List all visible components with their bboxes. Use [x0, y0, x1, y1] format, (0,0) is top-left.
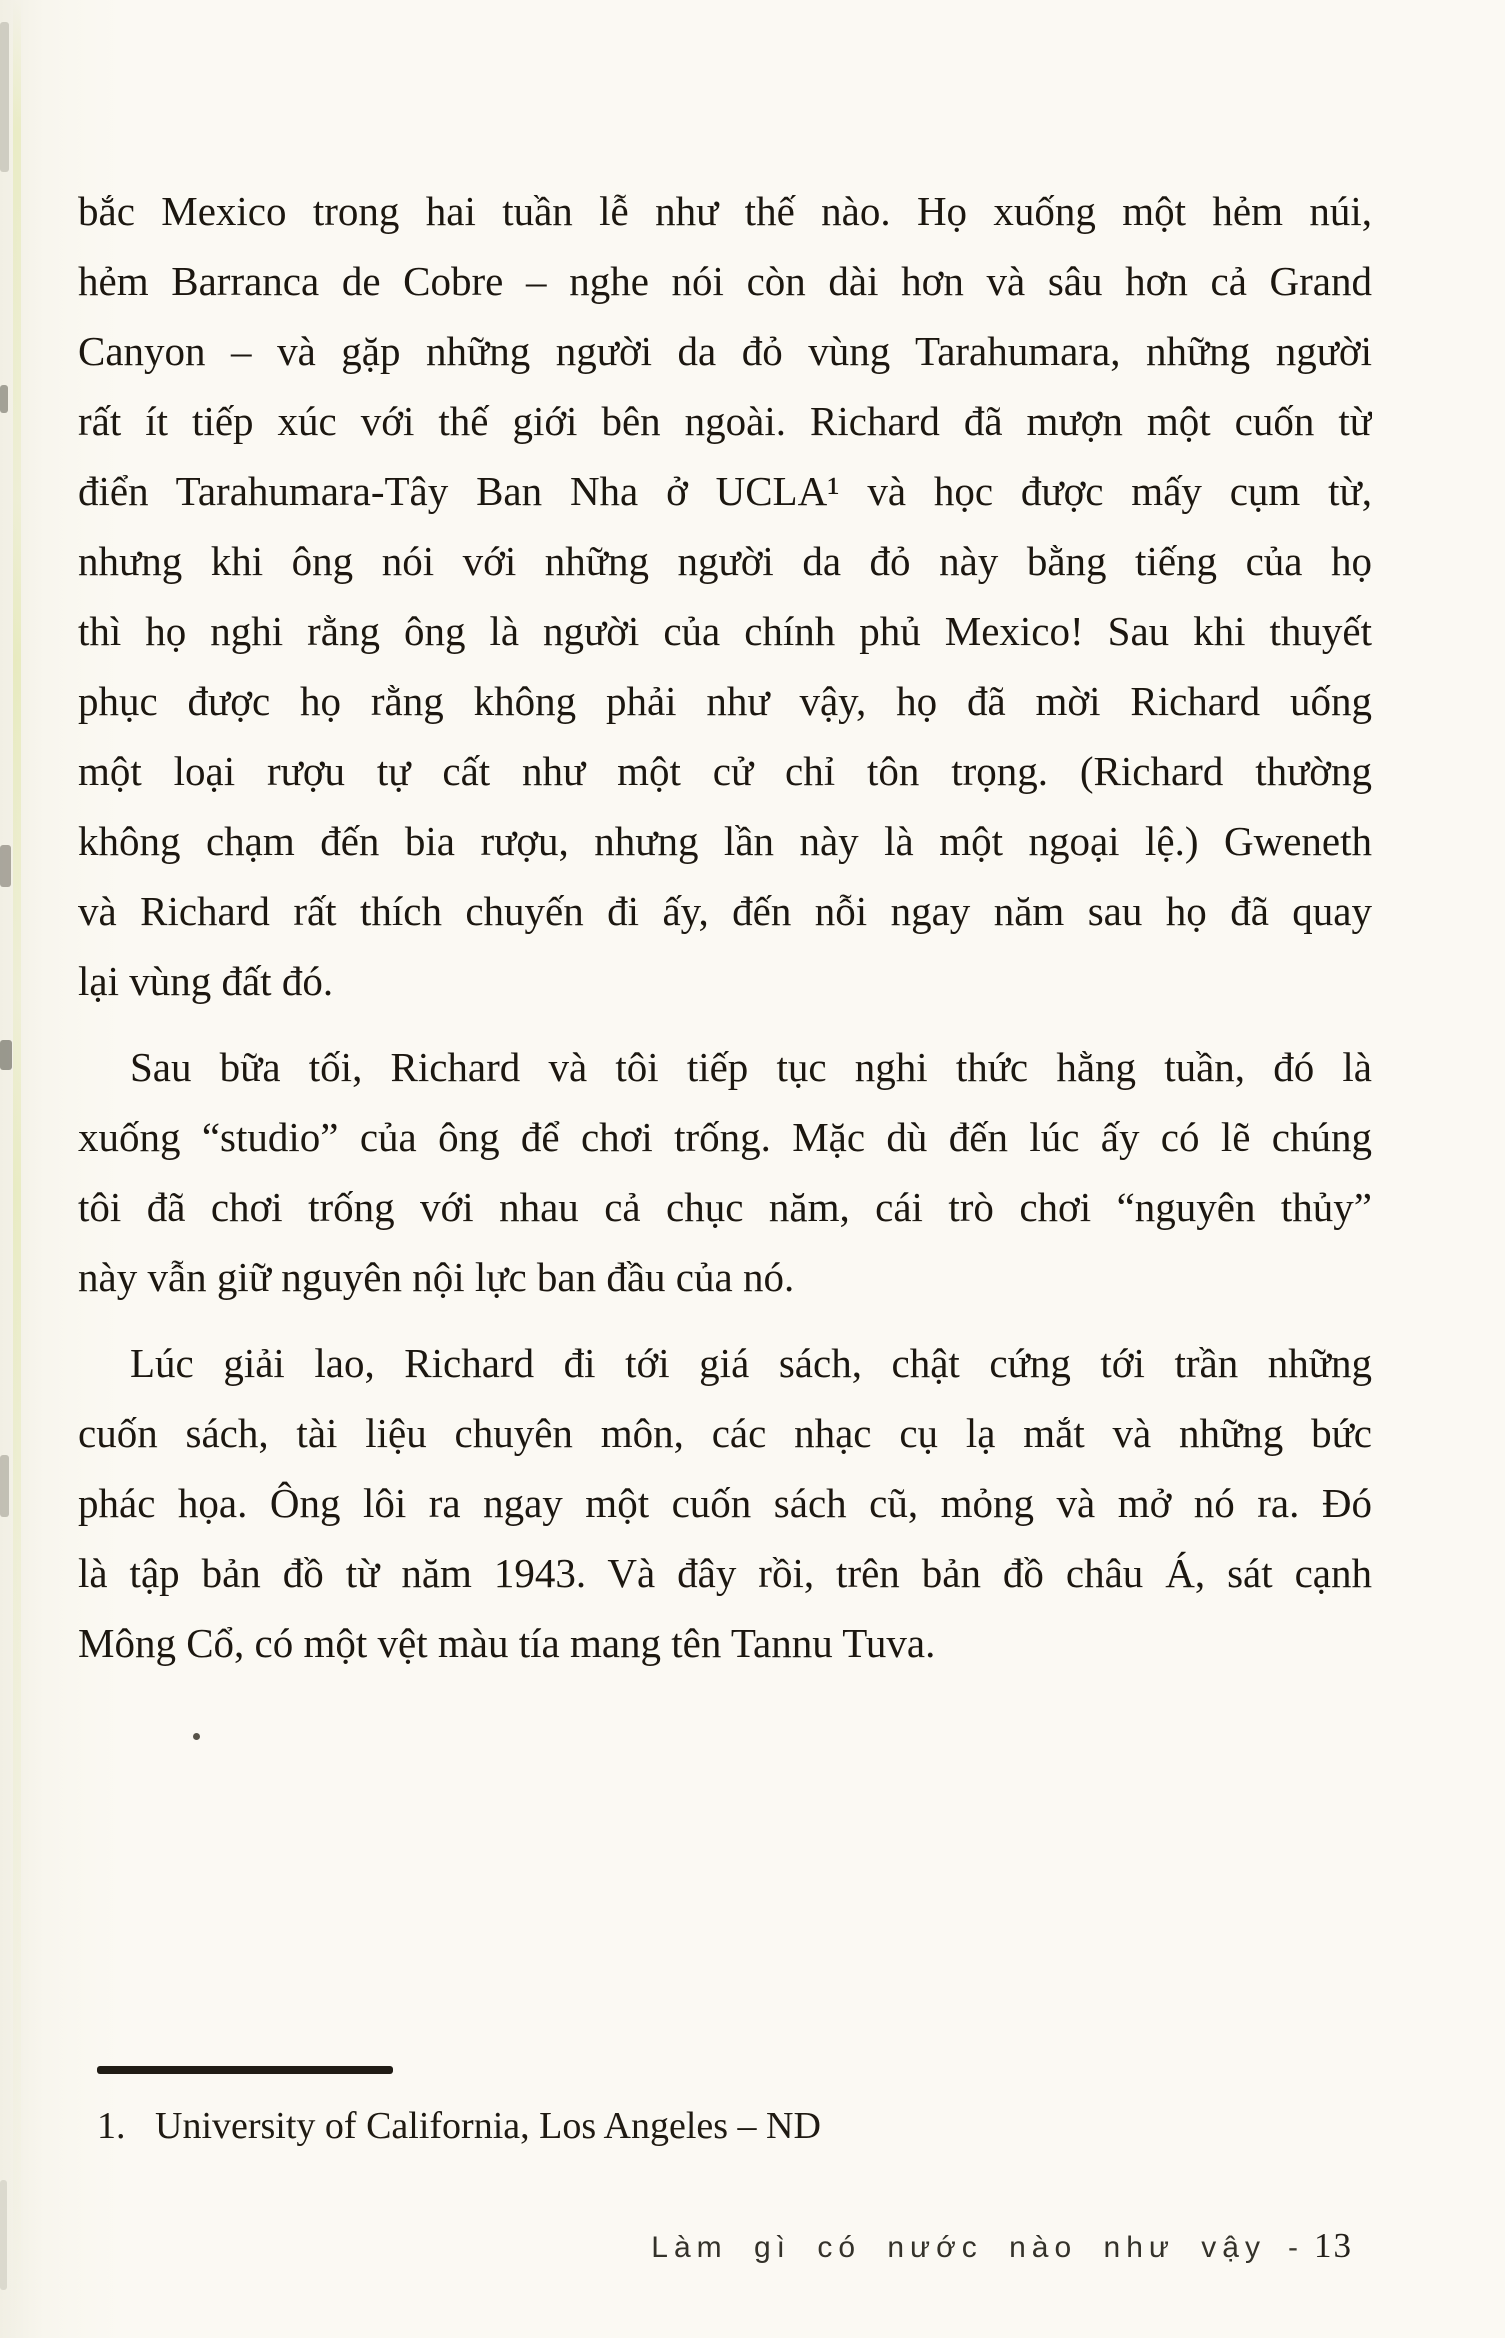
scan-smudge: [0, 1040, 12, 1070]
scan-speck: [193, 1733, 200, 1740]
footnote-marker: 1.: [97, 2105, 126, 2147]
page-footer: [651, 2226, 1353, 2266]
text-line: này vẫn giữ nguyên nội lực ban đầu của nó.: [78, 1254, 795, 1300]
text-line: điển Tarahumara-Tây Ban Nha ở UCLA¹ và học được mấy cụm từ,: [78, 468, 1372, 514]
text-line: nhưng khi ông nói với những người da đỏ này bằng tiếng của họ: [78, 538, 1372, 584]
text-line: rất ít tiếp xúc với thế giới bên ngoài. Richard đã mượn một cuốn từ: [78, 398, 1372, 444]
text-line: không chạm đến bia rượu, nhưng lần này là một ngoại lệ.) Gweneth: [78, 818, 1372, 864]
text-line: phác họa. Ông lôi ra ngay một cuốn sách cũ, mỏng và mở nó ra. Đó: [78, 1480, 1372, 1526]
paragraph: [78, 1032, 1372, 1312]
text-line: Sau bữa tối, Richard và tôi tiếp tục nghi thức hằng tuần, đó là: [130, 1044, 1372, 1090]
scan-smudge: [0, 2180, 7, 2290]
text-line: thì họ nghi rằng ông là người của chính phủ Mexico! Sau khi thuyết: [78, 608, 1372, 654]
footer-separator: -: [1288, 2231, 1298, 2264]
text-line: lại vùng đất đó.: [78, 958, 334, 1004]
text-line: Lúc giải lao, Richard đi tới giá sách, chật cứng tới trần những: [130, 1340, 1372, 1386]
page-number: 13: [1314, 2226, 1353, 2265]
text-line: Mông Cổ, có một vệt màu tía mang tên Tannu Tuva.: [78, 1620, 936, 1666]
text-line: phục được họ rằng không phải như vậy, họ đã mời Richard uống: [78, 678, 1372, 724]
running-title: Làm gì có nước nào như vậy: [651, 2231, 1266, 2264]
body-text: [78, 176, 1372, 1678]
text-line: Canyon – và gặp những người da đỏ vùng Tarahumara, những người: [78, 328, 1372, 374]
paragraph: [78, 1328, 1372, 1678]
text-line: là tập bản đồ từ năm 1943. Và đây rồi, trên bản đồ châu Á, sát cạnh: [78, 1550, 1372, 1596]
text-line: hẻm Barranca de Cobre – nghe nói còn dài hơn và sâu hơn cả Grand: [78, 258, 1372, 304]
scan-gutter-tint: [13, 0, 21, 2338]
scan-smudge: [0, 1455, 9, 1517]
text-line: một loại rượu tự cất như một cử chỉ tôn trọng. (Richard thường: [78, 748, 1372, 794]
footnote-text: University of California, Los Angeles – ND: [155, 2105, 821, 2147]
scan-smudge: [0, 22, 9, 172]
footnote: [97, 2100, 1197, 2152]
text-line: cuốn sách, tài liệu chuyên môn, các nhạc cụ lạ mắt và những bức: [78, 1410, 1372, 1456]
scan-smudge: [0, 845, 11, 887]
text-line: bắc Mexico trong hai tuần lễ như thế nào. Họ xuống một hẻm núi,: [78, 188, 1372, 234]
scan-smudge: [0, 385, 8, 413]
footnote-divider: [97, 2066, 393, 2074]
paragraph: [78, 176, 1372, 1016]
text-line: và Richard rất thích chuyến đi ấy, đến nỗi ngay năm sau họ đã quay: [78, 888, 1372, 934]
text-line: xuống “studio” của ông để chơi trống. Mặc dù đến lúc ấy có lẽ chúng: [78, 1114, 1372, 1160]
text-line: tôi đã chơi trống với nhau cả chục năm, cái trò chơi “nguyên thủy”: [78, 1184, 1372, 1230]
